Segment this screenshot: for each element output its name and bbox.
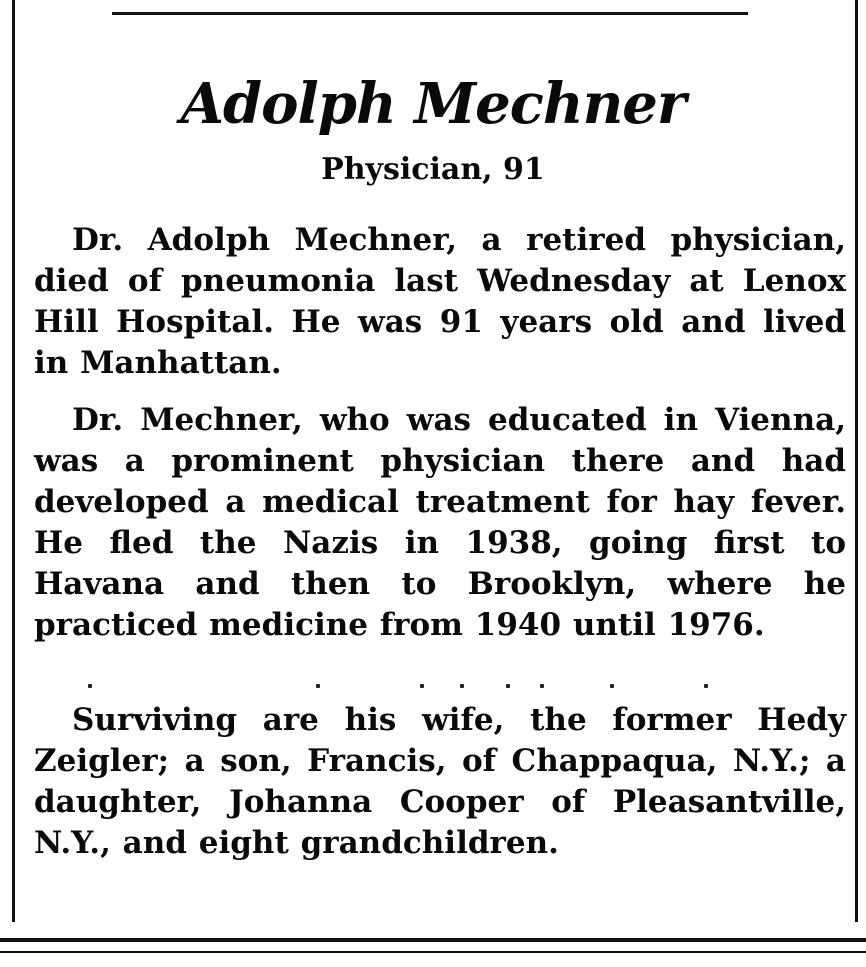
- paragraph-1-text: Dr. Adolph Mechner, a retired physician, died of pneumonia last Wednesday at Lenox Hill Hospital. He was 91 years old and lived in Manhattan.: [34, 222, 846, 381]
- speck: [460, 684, 464, 688]
- speck: [540, 684, 544, 688]
- paragraph-3: [34, 700, 846, 864]
- left-column-rule: [12, 0, 15, 922]
- bottom-divider-rule-thin: [0, 951, 866, 953]
- print-specks: [80, 684, 720, 690]
- paragraph-2-text: Dr. Mechner, who was educated in Vienna, was a prominent physician there and had developed a medical treatment for hay fever. He fled the Nazis in 1938, going first to Havana and then to Brooklyn, where he practiced medicine from 1940 until 1976.: [34, 402, 846, 643]
- obituary-headline: Adolph Mechner: [180, 71, 686, 137]
- speck: [420, 684, 424, 688]
- right-column-rule: [855, 0, 858, 922]
- paragraph-3-text: Surviving are his wife, the former Hedy Zeigler; a son, Francis, of Chappaqua, N.Y.; a daughter, Johanna Cooper of Pleasantville, N.Y., and eight grandchildren.: [34, 702, 846, 861]
- bottom-divider-rule: [0, 938, 866, 942]
- paragraph-2: [34, 400, 846, 646]
- speck: [704, 684, 708, 688]
- speck: [88, 684, 92, 688]
- speck: [316, 684, 320, 688]
- speck: [506, 684, 510, 688]
- paragraph-1: [34, 220, 846, 384]
- obituary-subhead: Physician, 91: [321, 152, 545, 187]
- speck: [610, 684, 614, 688]
- top-divider-rule: [112, 12, 748, 15]
